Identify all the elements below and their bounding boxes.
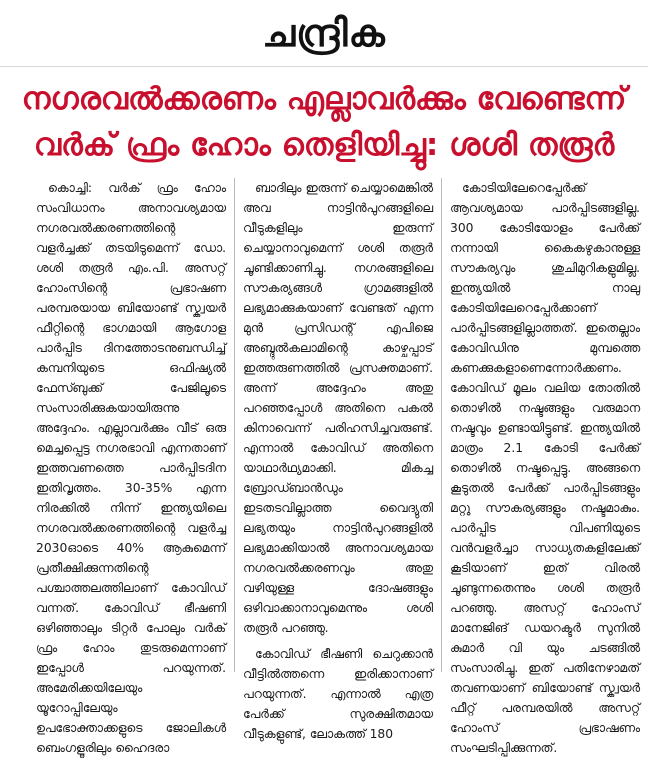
article-body	[36, 178, 640, 755]
column-1-text: കൊച്ചി: വർക് ഫ്രം ഹോം സംവിധാനം അനാവശ്യമായ നഗരവൽക്കരണത്തിന്റെ വളർച്ചക്ക് തടയിടുമെന്ന് ഡോ. ശശി തരൂർ എം.പി. അസറ്റ് ഹോംസിന്റെ പ്രഭാഷണ പരമ്പരയായ ബിയോണ്ട് സ്ക്വയർ ഫീറ്റിന്റെ ഭാഗമായി ആഗോള പാർപ്പിട ദിനത്തോടനുബന്ധിച്ച് കമ്പനിയുടെ ഒഫിഷ്യൽ ഫേസ്ബുക്ക് പേജിലൂടെ സംസാരിക്കുകയായിരുന്നു അദ്ദേഹം. എല്ലാവർക്കും വീട് ഒരു മെച്ചപ്പെട്ട നഗരഭാവി എന്നതാണ് ഇത്തവണത്തെ പാർപ്പിടദിന ഇതിവൃത്തം. 30-35% എന്ന നിരക്കിൽ നിന്ന് ഇന്ത്യയിലെ നഗരവൽക്കരണത്തിന്റെ വളർച്ച 2030ഓടെ 40% ആകുമെന്ന് പ്രതീക്ഷിക്കുന്നതിന്റെ പശ്ചാത്തലത്തിലാണ് കോവിഡ് വന്നത്. കോവിഡ് ഭീഷണി ഒഴിഞ്ഞാലും ടിറ്റർ പോലും വർക് ഫ്രം ഹോം തുടരുമെന്നാണ് ഇപ്പോൾ പറയുന്നത്. അമേരിക്കയിലേയും യൂറോപ്പിലേയും ഉപഭോക്താക്കളുടെ ജോലികൾ ബെംഗളൂരിലും ഹൈദരാ	[36, 181, 226, 755]
column-divider	[441, 178, 442, 672]
newspaper-name: ചന്ദ്രിക	[262, 10, 386, 55]
article-column-3	[450, 178, 640, 755]
column-2-paragraph-2: കോവിഡ് ഭീഷണി ചെറുക്കാൻ വീട്ടിൽത്തന്നെ ഇരിക്കാനാണ് പറയുന്നത്. എന്നാൽ എത്ര പേർക്ക് സുരക്ഷിതമായ വീടുകളുണ്ട്, ലോകത്ത് 180	[243, 647, 433, 741]
article-column-1	[36, 178, 226, 755]
headline-line-2: വർക് ഫ്രം ഹോം തെളിയിച്ചു: ശശി തരൂർ	[33, 127, 615, 163]
column-3-text: കോടിയിലേറെപ്പേർക്ക് ആവശ്യമായ പാർപ്പിടങ്ങളില്ല. 300 കോടിയോളം പേർക്ക് നന്നായി കൈകഴുകാനുള്ള സൗകര്യവും ശുചിമുറികളുമില്ല. ഇന്ത്യയിൽ നാലു കോടിയിലേറെപ്പേർക്കാണ് പാർപ്പിടങ്ങളില്ലാത്തത്. ഇതെല്ലാം കോവിഡിനു മുമ്പത്തെ കണക്കുകളാണെന്നോർക്കണം. കോവിഡ് മൂലം വലിയ തോതിൽ തൊഴിൽ നഷ്ടങ്ങളും വരുമാന നഷ്ടവും ഉണ്ടായിട്ടുണ്ട്. ഇന്ത്യയിൽ മാത്രം 2.1 കോടി പേർക്ക് തൊഴിൽ നഷ്ടപ്പെട്ടു. അങ്ങനെ കൂടുതൽ പേർക്ക് പാർപ്പിടങ്ങളും മറ്റു സൗകര്യങ്ങളും നഷ്ടമാകും. പാർപ്പിട വിപണിയുടെ വൻവളർച്ചാ സാധ്യതകളിലേക്ക് കൂടിയാണ് ഇത് വിരൽ ചൂണ്ടുന്നതെന്നും ശശി തരൂർ പറഞ്ഞു. അസറ്റ് ഹോംസ് മാനേജിങ് ഡയറക്ടർ സുനിൽ കുമാർ വി യും ചടങ്ങിൽ സംസാരിച്ചു. ഇത് പതിനേഴാമത് തവണയാണ് ബിയോണ്ട് സ്ക്വയർ ഫീറ്റ് പരമ്പരയിൽ അസറ്റ് ഹോംസ് പ്രഭാഷണം സംഘടിപ്പിക്കുന്നത്.	[450, 181, 640, 755]
headline	[6, 76, 642, 172]
masthead	[0, 0, 648, 67]
column-2-paragraph-1: ബാദിലും ഇരുന്ന് ചെയ്യാമെങ്കിൽ അവ നാട്ടിൻപുറങ്ങളിലെ വീടുകളിലും ഇരുന്ന് ചെയ്യാനാവുമെന്ന് ശശി തരൂർ ചൂണ്ടിക്കാണിച്ചു. നഗരങ്ങളിലെ സൗകര്യങ്ങൾ ഗ്രാമങ്ങളിൽ ലഭ്യമാക്കുകയാണ് വേണ്ടത് എന്ന മുൻ പ്രസിഡന്റ് എപിജെ അബ്ദുൽകലാമിന്റെ കാഴ്ചപ്പാട് ഇത്തരുണത്തിൽ പ്രസക്തമാണ്. അന്ന് അദ്ദേഹം അതു പറഞ്ഞപ്പോൾ അതിനെ പകൽ കിനാവെന്ന് പരിഹസിച്ചവരുണ്ട്. എന്നാൽ കോവിഡ് അതിനെ യാഥാർഥ്യമാക്കി. മികച്ച ബ്രോഡ്ബാൻഡും ഇടതടവില്ലാത്ത വൈദ്യുതി ലഭ്യതയും നാട്ടിൻപുറങ്ങളിൽ ലഭ്യമാക്കിയാൽ അനാവശ്യമായ നഗരവൽക്കരണവും അതു വഴിയുള്ള ദോഷങ്ങളും ഒഴിവാക്കാനാവുമെന്നും ശശി തരൂർ പറഞ്ഞു.	[243, 181, 433, 635]
headline-line-1: നഗരവൽക്കരണം എല്ലാവർക്കും വേണ്ടെന്ന്	[21, 81, 627, 117]
article-column-2	[243, 178, 433, 741]
column-divider	[234, 178, 235, 672]
